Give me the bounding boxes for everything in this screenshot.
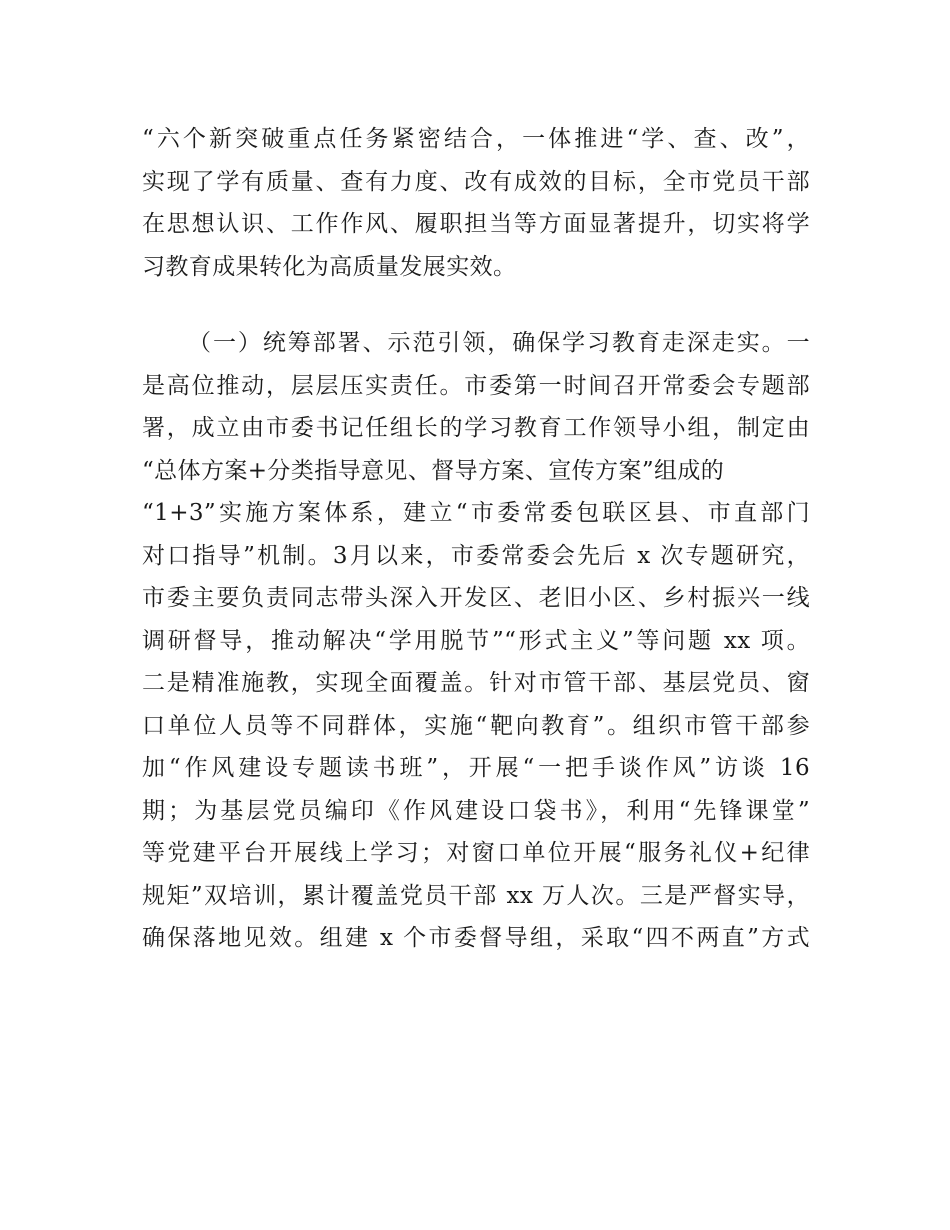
paragraph-line: “总体方案+分类指导意见、督导方案、宣传方案”组成的 — [142, 457, 725, 484]
paragraph-line: 实现了学有质量、查有力度、改有成效的目标，全市党员干部 — [142, 168, 810, 195]
paragraph-line: 在思想认识、工作作风、履职担当等方面显著提升，切实将学 — [142, 211, 810, 237]
paragraph-line: 署，成立由市委书记任组长的学习教育工作领导小组，制定由 — [142, 415, 810, 441]
paragraph-line: 期；为基层党员编印《作风建设口袋书》，利用“先锋课堂” — [142, 797, 810, 824]
paragraph-line: 等党建平台开展线上学习；对窗口单位开展“服务礼仪+纪律 — [142, 840, 810, 866]
paragraph-line: 加“作风建设专题读书班”，开展“一把手谈作风”访谈 16 — [142, 755, 810, 781]
paragraph-line: 习教育成果转化为高质量发展实效。 — [142, 253, 517, 280]
paragraph-line: “1+3”实施方案体系，建立“市委常委包联区县、市直部门 — [142, 500, 810, 526]
paragraph-line: 是高位推动，层层压实责任。市委第一时间召开常委会专题部 — [142, 372, 810, 399]
paragraph-line: 口单位人员等不同群体，实施“靶向教育”。组织市管干部参 — [142, 712, 810, 739]
paragraph-line: （一）统筹部署、示范引领，确保学习教育走深走实。一 — [188, 330, 810, 356]
paragraph-2 — [142, 322, 810, 960]
paragraph-1 — [142, 118, 810, 288]
paragraph-line: “六个新突破重点任务紧密结合，一体推进“学、查、改”， — [142, 126, 810, 152]
paragraph-line: 规矩”双培训，累计覆盖党员干部 xx 万人次。三是严督实导， — [142, 882, 810, 909]
paragraph-line: 市委主要负责同志带头深入开发区、老旧小区、乡村振兴一线 — [142, 585, 810, 611]
paragraph-line: 对口指导”机制。3月以来，市委常委会先后 x 次专题研究， — [142, 542, 810, 569]
paragraph-line: 调研督导，推动解决“学用脱节”“形式主义”等问题 xx 项。 — [142, 627, 810, 654]
paragraph-line: 二是精准施教，实现全面覆盖。针对市管干部、基层党员、窗 — [142, 670, 810, 696]
paragraph-line: 确保落地见效。组建 x 个市委督导组，采取“四不两直”方式 — [142, 925, 810, 951]
